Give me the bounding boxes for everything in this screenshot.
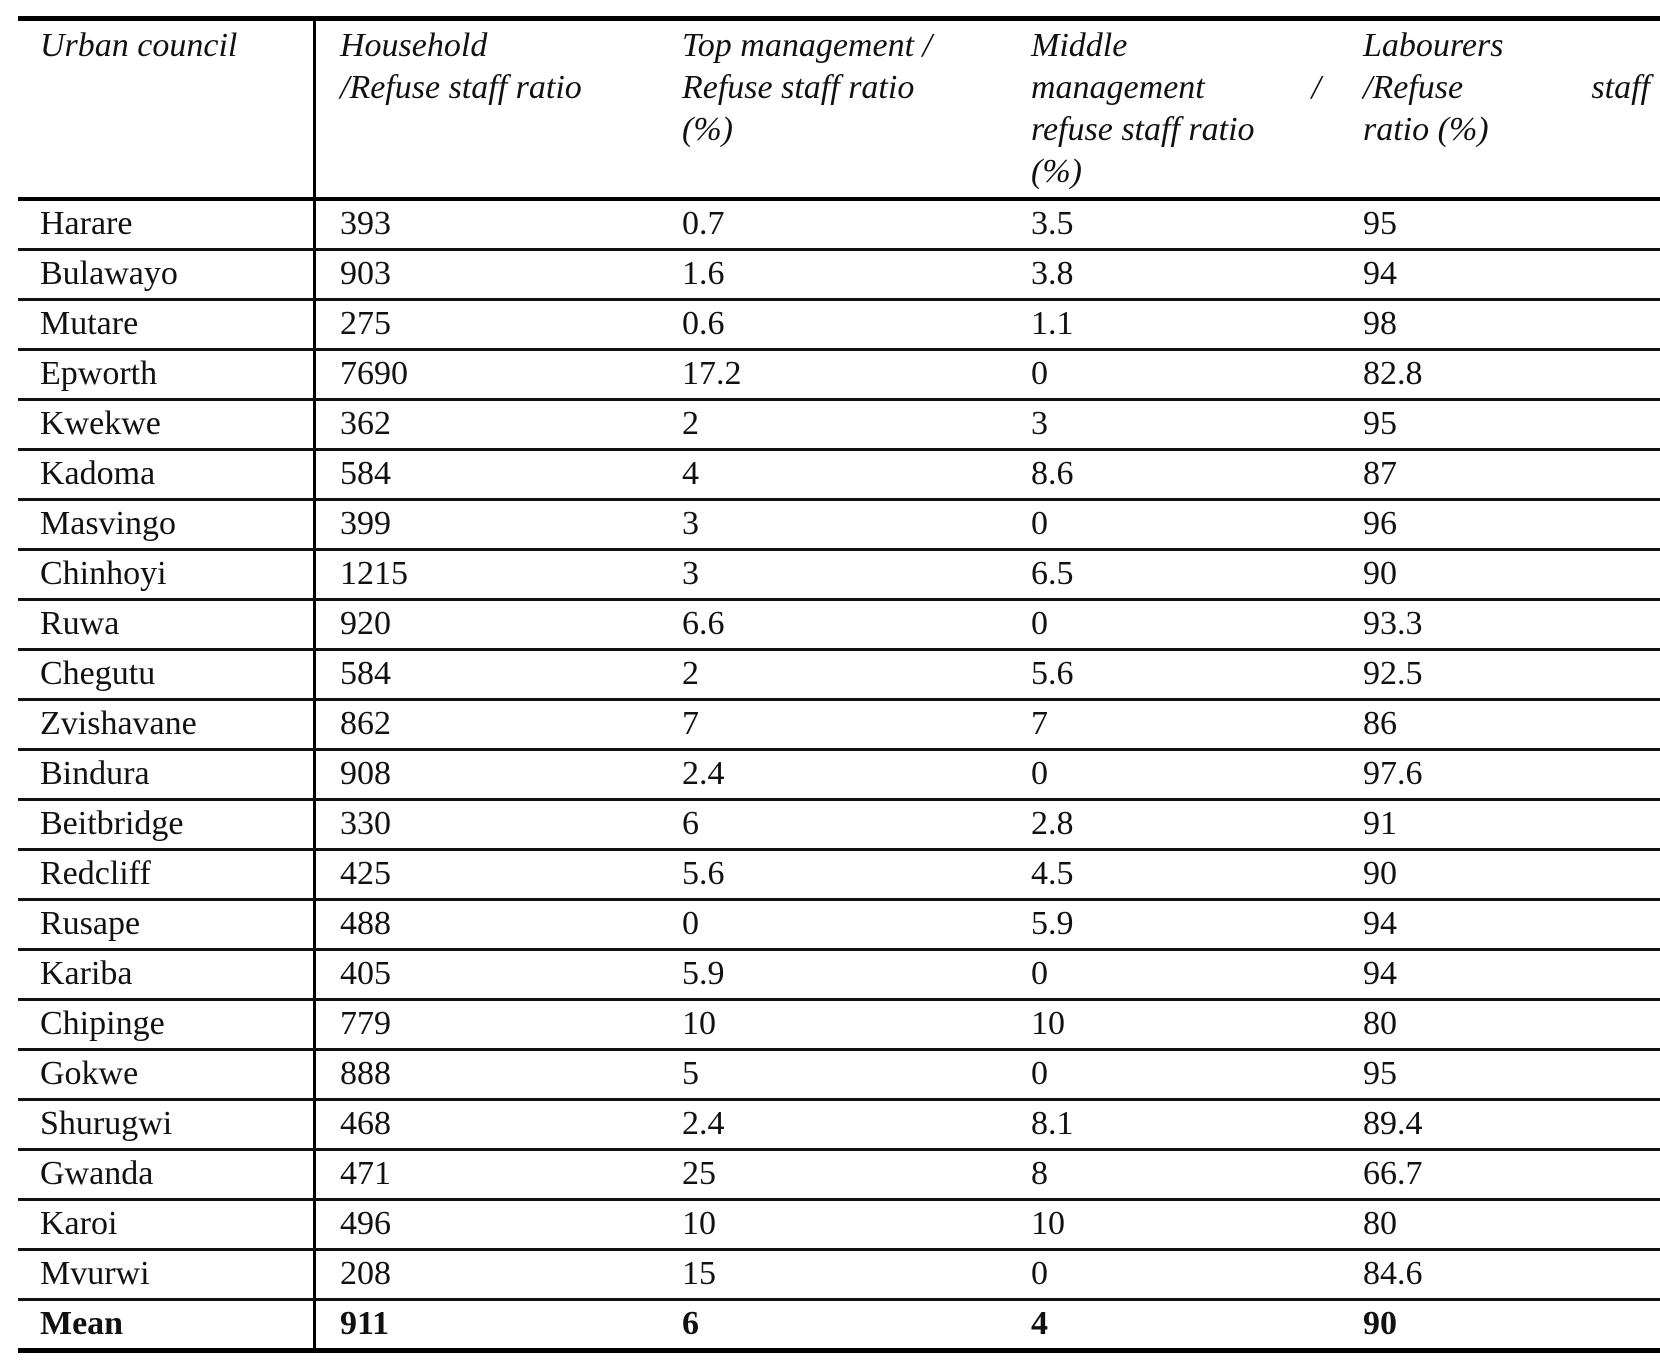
header-word: management <box>1031 69 1205 106</box>
cell-top-management: 5.6 <box>658 850 1007 900</box>
header-line: ratio (%) <box>1363 111 1489 148</box>
cell-middle-management: 4 <box>1007 1300 1339 1351</box>
header-line: Household <box>340 27 488 64</box>
cell-labourers: 96 <box>1339 500 1660 550</box>
cell-middle-management: 6.5 <box>1007 550 1339 600</box>
cell-household-ratio: 7690 <box>315 350 659 400</box>
cell-top-management: 1.6 <box>658 250 1007 300</box>
cell-council: Harare <box>18 199 315 250</box>
header-line: (%) <box>682 111 733 148</box>
cell-council: Karoi <box>18 1200 315 1250</box>
cell-council: Shurugwi <box>18 1100 315 1150</box>
cell-middle-management: 0 <box>1007 600 1339 650</box>
cell-labourers: 87 <box>1339 450 1660 500</box>
cell-labourers: 89.4 <box>1339 1100 1660 1150</box>
cell-middle-management: 0 <box>1007 750 1339 800</box>
cell-council: Zvishavane <box>18 700 315 750</box>
cell-council: Bindura <box>18 750 315 800</box>
cell-middle-management: 7 <box>1007 700 1339 750</box>
cell-council: Masvingo <box>18 500 315 550</box>
mean-row <box>18 1300 1660 1351</box>
header-line <box>1031 67 1339 109</box>
cell-top-management: 5.9 <box>658 950 1007 1000</box>
cell-council: Mean <box>18 1300 315 1351</box>
cell-council: Gwanda <box>18 1150 315 1200</box>
cell-household-ratio: 1215 <box>315 550 659 600</box>
cell-top-management: 3 <box>658 500 1007 550</box>
cell-household-ratio: 496 <box>315 1200 659 1250</box>
table-row <box>18 700 1660 750</box>
header-word: staff <box>1591 69 1650 106</box>
cell-top-management: 6 <box>658 1300 1007 1351</box>
header-line: Refuse staff ratio <box>682 69 915 106</box>
table-row <box>18 250 1660 300</box>
cell-middle-management: 1.1 <box>1007 300 1339 350</box>
table-row <box>18 750 1660 800</box>
table-row <box>18 400 1660 450</box>
cell-council: Beitbridge <box>18 800 315 850</box>
table-row <box>18 1100 1660 1150</box>
cell-household-ratio: 393 <box>315 199 659 250</box>
cell-council: Chipinge <box>18 1000 315 1050</box>
cell-labourers: 94 <box>1339 950 1660 1000</box>
table-row <box>18 800 1660 850</box>
cell-council: Mutare <box>18 300 315 350</box>
cell-labourers: 80 <box>1339 1200 1660 1250</box>
cell-household-ratio: 911 <box>315 1300 659 1351</box>
table-row <box>18 1250 1660 1300</box>
cell-middle-management: 5.9 <box>1007 900 1339 950</box>
cell-top-management: 6 <box>658 800 1007 850</box>
cell-middle-management: 3 <box>1007 400 1339 450</box>
cell-council: Bulawayo <box>18 250 315 300</box>
cell-top-management: 0.7 <box>658 199 1007 250</box>
cell-labourers: 92.5 <box>1339 650 1660 700</box>
cell-middle-management: 0 <box>1007 500 1339 550</box>
header-word: / <box>1311 69 1321 106</box>
cell-household-ratio: 471 <box>315 1150 659 1200</box>
cell-household-ratio: 903 <box>315 250 659 300</box>
refuse-staff-ratio-table <box>18 16 1660 1353</box>
table-row <box>18 300 1660 350</box>
table-row <box>18 1200 1660 1250</box>
header-line: refuse staff ratio <box>1031 111 1255 148</box>
cell-household-ratio: 584 <box>315 450 659 500</box>
cell-council: Kariba <box>18 950 315 1000</box>
cell-labourers: 94 <box>1339 900 1660 950</box>
cell-top-management: 7 <box>658 700 1007 750</box>
cell-middle-management: 8 <box>1007 1150 1339 1200</box>
cell-council: Chinhoyi <box>18 550 315 600</box>
cell-top-management: 2.4 <box>658 1100 1007 1150</box>
cell-labourers: 94 <box>1339 250 1660 300</box>
header-middle-management-ratio <box>1007 19 1339 200</box>
cell-labourers: 86 <box>1339 700 1660 750</box>
header-line: Labourers <box>1363 27 1504 64</box>
header-line: Middle <box>1031 27 1128 64</box>
cell-labourers: 90 <box>1339 550 1660 600</box>
cell-council: Redcliff <box>18 850 315 900</box>
cell-top-management: 10 <box>658 1200 1007 1250</box>
cell-middle-management: 3.5 <box>1007 199 1339 250</box>
table-row <box>18 900 1660 950</box>
cell-middle-management: 10 <box>1007 1200 1339 1250</box>
cell-top-management: 3 <box>658 550 1007 600</box>
cell-labourers: 93.3 <box>1339 600 1660 650</box>
table-row <box>18 450 1660 500</box>
header-word: /Refuse <box>1363 69 1464 106</box>
cell-household-ratio: 888 <box>315 1050 659 1100</box>
cell-council: Gokwe <box>18 1050 315 1100</box>
cell-labourers: 91 <box>1339 800 1660 850</box>
table-row <box>18 199 1660 250</box>
cell-household-ratio: 488 <box>315 900 659 950</box>
cell-top-management: 0.6 <box>658 300 1007 350</box>
cell-middle-management: 10 <box>1007 1000 1339 1050</box>
cell-top-management: 6.6 <box>658 600 1007 650</box>
cell-labourers: 90 <box>1339 1300 1660 1351</box>
cell-middle-management: 5.6 <box>1007 650 1339 700</box>
cell-middle-management: 2.8 <box>1007 800 1339 850</box>
cell-labourers: 97.6 <box>1339 750 1660 800</box>
cell-top-management: 5 <box>658 1050 1007 1100</box>
header-top-management-ratio <box>658 19 1007 200</box>
cell-council: Kwekwe <box>18 400 315 450</box>
table-row <box>18 350 1660 400</box>
cell-household-ratio: 362 <box>315 400 659 450</box>
table-row <box>18 1050 1660 1100</box>
header-labourers-ratio <box>1339 19 1660 200</box>
cell-labourers: 95 <box>1339 400 1660 450</box>
cell-middle-management: 8.1 <box>1007 1100 1339 1150</box>
cell-labourers: 90 <box>1339 850 1660 900</box>
cell-labourers: 95 <box>1339 199 1660 250</box>
cell-labourers: 82.8 <box>1339 350 1660 400</box>
cell-top-management: 4 <box>658 450 1007 500</box>
cell-top-management: 25 <box>658 1150 1007 1200</box>
header-urban-council <box>18 19 315 200</box>
cell-labourers: 84.6 <box>1339 1250 1660 1300</box>
cell-council: Epworth <box>18 350 315 400</box>
header-line: Urban council <box>40 27 238 64</box>
header-line <box>1363 67 1660 109</box>
cell-top-management: 15 <box>658 1250 1007 1300</box>
cell-council: Rusape <box>18 900 315 950</box>
table-row <box>18 600 1660 650</box>
cell-middle-management: 0 <box>1007 1050 1339 1100</box>
cell-household-ratio: 779 <box>315 1000 659 1050</box>
cell-middle-management: 0 <box>1007 1250 1339 1300</box>
header-line: (%) <box>1031 153 1082 190</box>
cell-middle-management: 4.5 <box>1007 850 1339 900</box>
table-row <box>18 500 1660 550</box>
cell-household-ratio: 330 <box>315 800 659 850</box>
table-row <box>18 550 1660 600</box>
cell-council: Chegutu <box>18 650 315 700</box>
cell-middle-management: 0 <box>1007 950 1339 1000</box>
cell-household-ratio: 584 <box>315 650 659 700</box>
cell-household-ratio: 468 <box>315 1100 659 1150</box>
cell-top-management: 2.4 <box>658 750 1007 800</box>
cell-household-ratio: 862 <box>315 700 659 750</box>
header-line: /Refuse staff ratio <box>340 69 582 106</box>
cell-labourers: 66.7 <box>1339 1150 1660 1200</box>
cell-household-ratio: 208 <box>315 1250 659 1300</box>
cell-top-management: 10 <box>658 1000 1007 1050</box>
table-row <box>18 850 1660 900</box>
cell-middle-management: 8.6 <box>1007 450 1339 500</box>
cell-household-ratio: 425 <box>315 850 659 900</box>
header-row <box>18 19 1660 200</box>
cell-council: Kadoma <box>18 450 315 500</box>
cell-top-management: 0 <box>658 900 1007 950</box>
header-household-ratio <box>315 19 659 200</box>
cell-household-ratio: 920 <box>315 600 659 650</box>
cell-middle-management: 0 <box>1007 350 1339 400</box>
cell-household-ratio: 405 <box>315 950 659 1000</box>
cell-council: Ruwa <box>18 600 315 650</box>
table-row <box>18 650 1660 700</box>
table-row <box>18 1000 1660 1050</box>
cell-middle-management: 3.8 <box>1007 250 1339 300</box>
cell-top-management: 2 <box>658 650 1007 700</box>
cell-top-management: 17.2 <box>658 350 1007 400</box>
cell-labourers: 95 <box>1339 1050 1660 1100</box>
cell-labourers: 98 <box>1339 300 1660 350</box>
cell-household-ratio: 275 <box>315 300 659 350</box>
cell-labourers: 80 <box>1339 1000 1660 1050</box>
cell-council: Mvurwi <box>18 1250 315 1300</box>
header-line: Top management / <box>682 27 932 64</box>
table-row <box>18 1150 1660 1200</box>
table-row <box>18 950 1660 1000</box>
table-body <box>18 199 1660 1351</box>
cell-top-management: 2 <box>658 400 1007 450</box>
cell-household-ratio: 399 <box>315 500 659 550</box>
cell-household-ratio: 908 <box>315 750 659 800</box>
